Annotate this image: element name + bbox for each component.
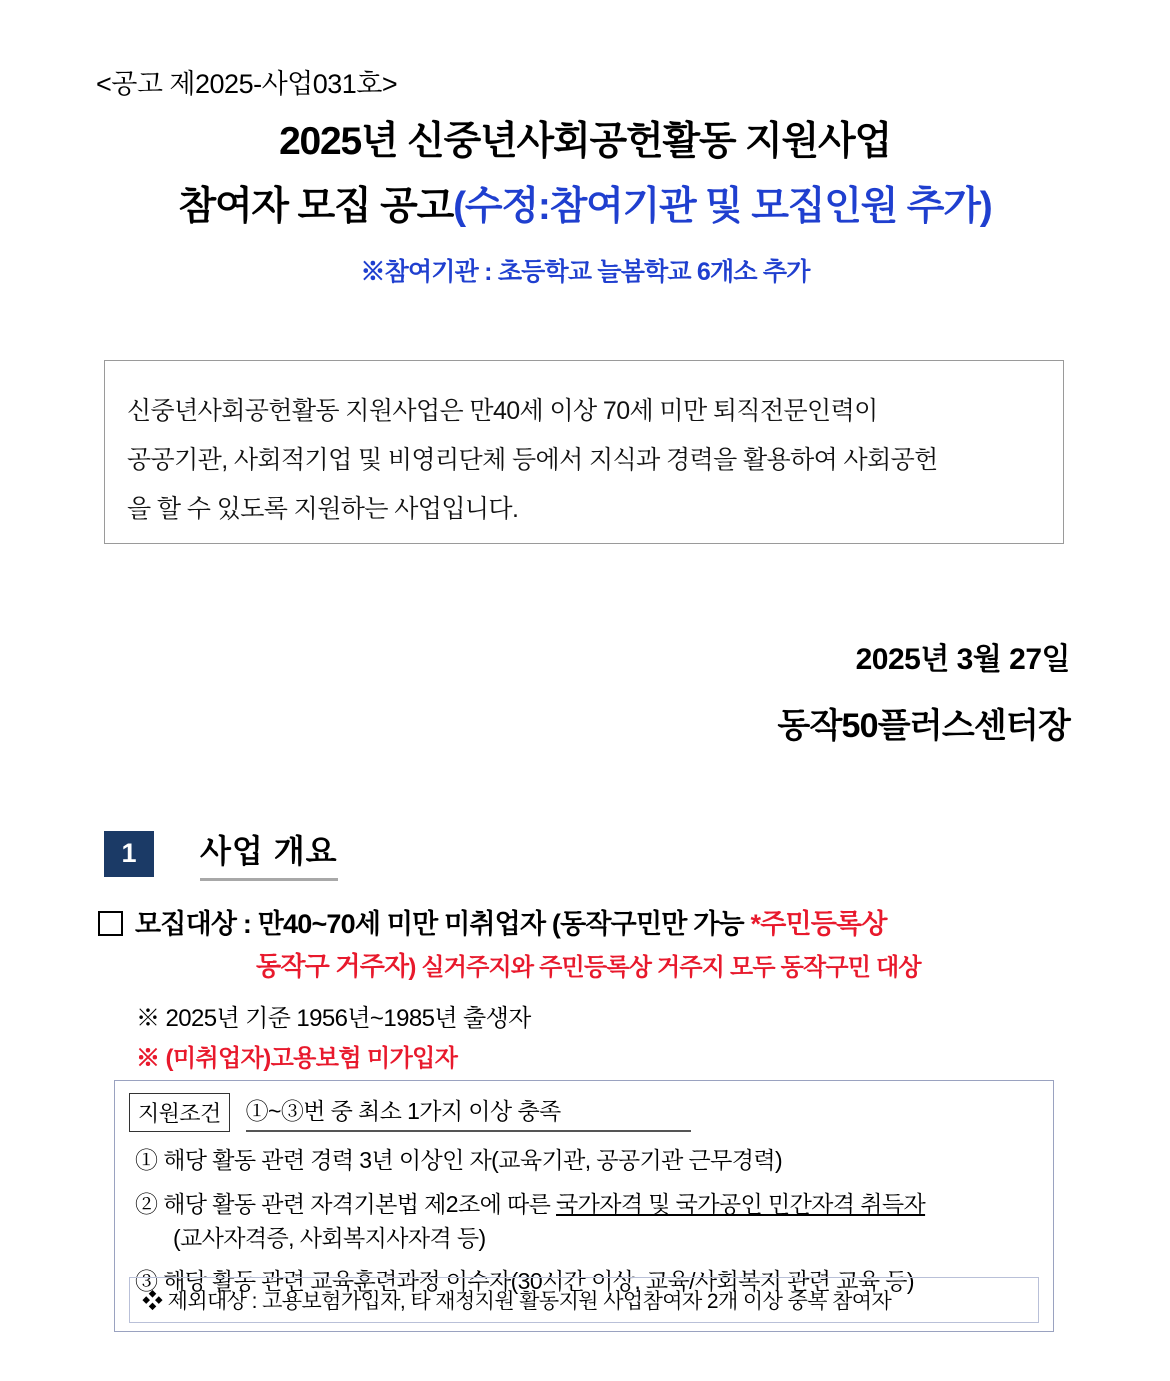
document-title-line2-blue: (수정:참여기관 및 모집인원 추가) xyxy=(453,184,992,228)
document-title-line2-black: 참여자 모집 공고 xyxy=(178,184,454,228)
recruit-target-label: 모집대상 : xyxy=(135,909,258,939)
recruit-target-main-red: *주민등록상 xyxy=(750,909,887,939)
intro-line-1 xyxy=(127,387,1041,436)
support-condition-tag: 지원조건 xyxy=(129,1093,230,1132)
document-issuer: 동작50플러스센터장 xyxy=(777,707,1070,745)
recruit-target-main: 만40~70세 미만 미취업자 (동작구민만 가능 xyxy=(257,909,751,939)
recruit-target-sub-red: 동작구 거주자 xyxy=(256,951,409,982)
condition-item-2-sub: (교사자격증, 사회복지사자격 등) xyxy=(173,1225,486,1252)
note-insurance-text: (미취업자)고용보험 미가입자 xyxy=(159,1045,458,1072)
section-heading xyxy=(104,826,338,881)
document-title-line2 xyxy=(0,183,1170,232)
support-condition-head-text: ①~③번 중 최소 1가지 이상 충족 xyxy=(246,1093,691,1132)
note-mark: ※ xyxy=(136,1045,160,1072)
intro-box xyxy=(104,360,1064,544)
document-number: <공고 제2025-사업031호> xyxy=(96,69,398,99)
section-title: 사업 개요 xyxy=(200,826,338,881)
recruit-note-insurance xyxy=(136,1038,457,1073)
recruit-note-birthyear: ※ 2025년 기준 1956년~1985년 출생자 xyxy=(136,1005,531,1032)
recruit-target-row xyxy=(98,905,1098,983)
document-title-line1: 2025년 신중년사회공헌활동 지원사업 xyxy=(279,120,891,163)
condition-item-1: ① 해당 활동 관련 경력 3년 이상인 자(교육기관, 공공기관 근무경력) xyxy=(135,1147,783,1173)
title-block xyxy=(0,118,1170,288)
document-subtitle: ※참여기관 : 초등학교 늘봄학교 6개소 추가 xyxy=(360,257,810,286)
condition-item-3: ③ 해당 활동 관련 교육훈련과정 이수자(30시간 이상, 교육/사회복지 관련 교육 등) xyxy=(135,1268,914,1295)
recruit-target-text xyxy=(135,909,887,939)
support-condition-box xyxy=(114,1080,1054,1332)
recruit-target-sub-rest: ) 실거주지와 주민등록상 거주지 모두 동작구민 대상 xyxy=(408,954,921,982)
intro-line-3: 을 할 수 있도록 지원하는 사업입니다. xyxy=(127,494,519,523)
condition-item-2-underline: 국가자격 및 국가공인 민간자격 취득자 xyxy=(556,1191,926,1218)
support-condition-header xyxy=(129,1093,1039,1132)
exclude-target-box: ❖ 제외대상 : 고용보험가입자, 타 재정지원 활동지원 사업참여자 2개 이상 중복 참여자 xyxy=(129,1277,1039,1323)
section-number-badge: 1 xyxy=(104,831,154,877)
intro-line-2: 공공기관, 사회적기업 및 비영리단체 등에서 지식과 경력을 활용하여 사회공헌 xyxy=(127,445,938,474)
condition-item-2-text: ② 해당 활동 관련 자격기본법 제2조에 따른 xyxy=(135,1191,557,1218)
recruit-target-subline xyxy=(256,946,1098,983)
intro-text-1: 신중년사회공헌활동 지원사업은 만40세 이상 70세 미만 퇴직전문인력이 xyxy=(127,397,878,425)
document-date: 2025년 3월 27일 xyxy=(855,643,1070,676)
condition-item-2 xyxy=(129,1189,1039,1220)
checkbox-icon xyxy=(98,911,123,936)
